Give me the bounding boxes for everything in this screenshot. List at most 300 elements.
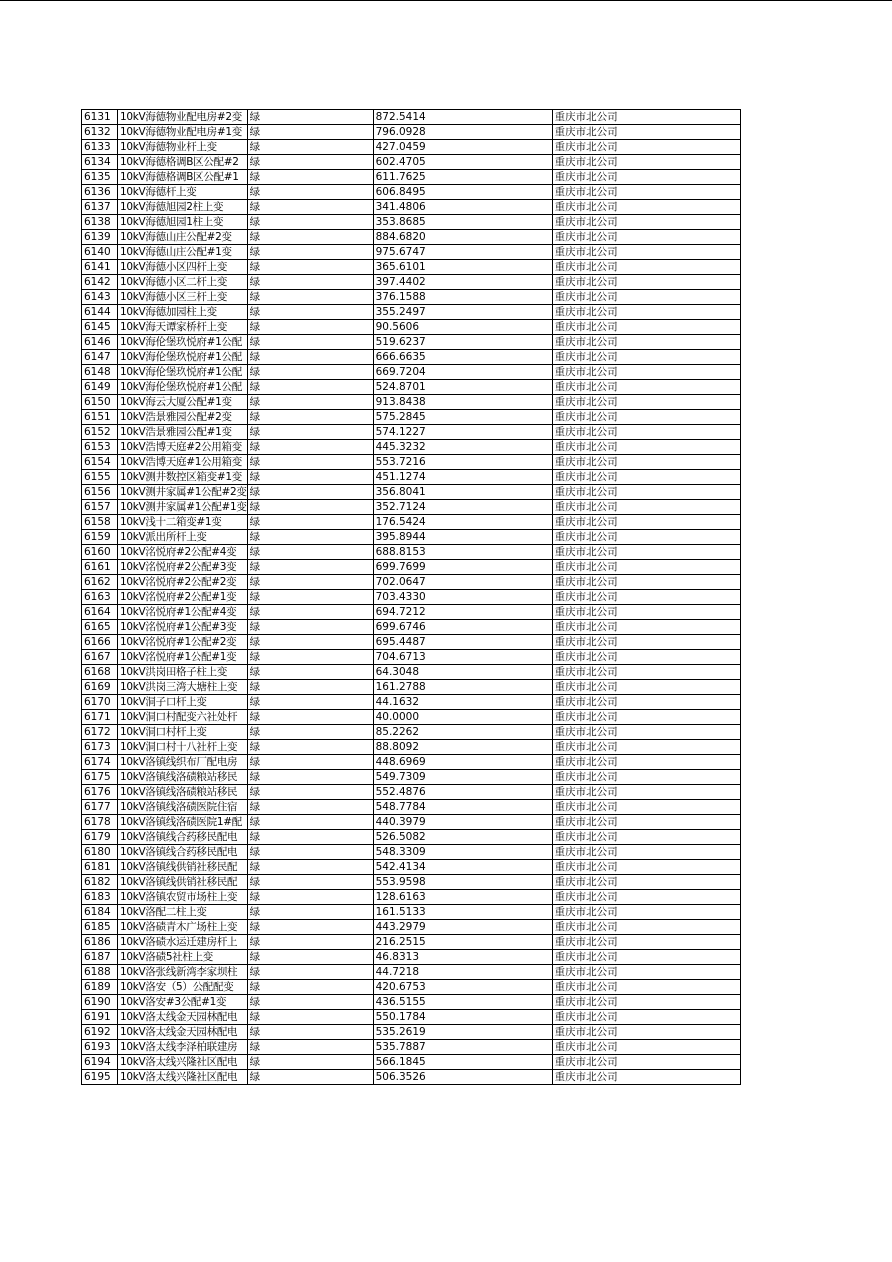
table-row [82,650,741,665]
row-id-cell: 6187 [82,950,118,965]
table-row [82,635,741,650]
status-color-cell: 绿 [247,320,373,335]
row-id-cell: 6145 [82,320,118,335]
table-row [82,485,741,500]
row-id-cell: 6135 [82,170,118,185]
company-cell: 重庆市北公司 [552,245,740,260]
status-color-cell: 绿 [247,1025,373,1040]
transformer-name-cell: 10kV浩博天庭#1公用箱变 [118,455,248,470]
status-color-cell: 绿 [247,980,373,995]
table-row [82,1040,741,1055]
table-row [82,845,741,860]
company-cell: 重庆市北公司 [552,485,740,500]
company-cell: 重庆市北公司 [552,155,740,170]
row-id-cell: 6182 [82,875,118,890]
transformer-name-cell: 10kV海德小区三杆上变 [118,290,248,305]
status-color-cell: 绿 [247,725,373,740]
row-id-cell: 6191 [82,1010,118,1025]
value-cell: 88.8092 [373,740,552,755]
company-cell: 重庆市北公司 [552,290,740,305]
transformer-name-cell: 10kV海德物业配电房#1变 [118,125,248,140]
table-row [82,680,741,695]
transformer-name-cell: 10kV海德物业配电房#2变 [118,110,248,125]
company-cell: 重庆市北公司 [552,965,740,980]
row-id-cell: 6193 [82,1040,118,1055]
table-row [82,440,741,455]
value-cell: 451.1274 [373,470,552,485]
company-cell: 重庆市北公司 [552,590,740,605]
row-id-cell: 6181 [82,860,118,875]
status-color-cell: 绿 [247,605,373,620]
row-id-cell: 6157 [82,500,118,515]
row-id-cell: 6180 [82,845,118,860]
value-cell: 427.0459 [373,140,552,155]
value-cell: 128.6163 [373,890,552,905]
transformer-name-cell: 10kV洛镇农贸市场柱上变 [118,890,248,905]
value-cell: 352.7124 [373,500,552,515]
status-color-cell: 绿 [247,185,373,200]
transformer-name-cell: 10kV海德山庄公配#2变 [118,230,248,245]
row-id-cell: 6139 [82,230,118,245]
transformer-name-cell: 10kV海伦堡玖悦府#1公配 [118,365,248,380]
row-id-cell: 6190 [82,995,118,1010]
status-color-cell: 绿 [247,290,373,305]
table-row [82,230,741,245]
row-id-cell: 6137 [82,200,118,215]
status-color-cell: 绿 [247,815,373,830]
transformer-name-cell: 10kV海德小区二杆上变 [118,275,248,290]
row-id-cell: 6144 [82,305,118,320]
company-cell: 重庆市北公司 [552,305,740,320]
value-cell: 395.8944 [373,530,552,545]
value-cell: 611.7625 [373,170,552,185]
transformer-name-cell: 10kV浅十二箱变#1变 [118,515,248,530]
status-color-cell: 绿 [247,530,373,545]
value-cell: 161.5133 [373,905,552,920]
transformer-name-cell: 10kV洛配二柱上变 [118,905,248,920]
value-cell: 40.0000 [373,710,552,725]
row-id-cell: 6169 [82,680,118,695]
company-cell: 重庆市北公司 [552,680,740,695]
row-id-cell: 6152 [82,425,118,440]
company-cell: 重庆市北公司 [552,185,740,200]
table-row [82,1055,741,1070]
transformer-name-cell: 10kV洪岗三湾大塘柱上变 [118,680,248,695]
value-cell: 353.8685 [373,215,552,230]
value-cell: 549.7309 [373,770,552,785]
company-cell: 重庆市北公司 [552,785,740,800]
status-color-cell: 绿 [247,230,373,245]
row-id-cell: 6179 [82,830,118,845]
value-cell: 535.7887 [373,1040,552,1055]
spreadsheet-table [81,109,741,1085]
value-cell: 699.7699 [373,560,552,575]
value-cell: 64.3048 [373,665,552,680]
status-color-cell: 绿 [247,1010,373,1025]
company-cell: 重庆市北公司 [552,1055,740,1070]
value-cell: 975.6747 [373,245,552,260]
table-row [82,860,741,875]
row-id-cell: 6136 [82,185,118,200]
status-color-cell: 绿 [247,920,373,935]
transformer-name-cell: 10kV洛张线新湾李家坝柱 [118,965,248,980]
status-color-cell: 绿 [247,860,373,875]
value-cell: 694.7212 [373,605,552,620]
company-cell: 重庆市北公司 [552,545,740,560]
value-cell: 699.6746 [373,620,552,635]
transformer-name-cell: 10kV洺悦府#2公配#3变 [118,560,248,575]
row-id-cell: 6185 [82,920,118,935]
table-row [82,350,741,365]
transformer-name-cell: 10kV海伦堡玖悦府#1公配 [118,380,248,395]
value-cell: 365.6101 [373,260,552,275]
transformer-name-cell: 10kV海云大厦公配#1变 [118,395,248,410]
row-id-cell: 6174 [82,755,118,770]
company-cell: 重庆市北公司 [552,440,740,455]
value-cell: 161.2788 [373,680,552,695]
value-cell: 526.5082 [373,830,552,845]
company-cell: 重庆市北公司 [552,755,740,770]
value-cell: 552.4876 [373,785,552,800]
value-cell: 176.5424 [373,515,552,530]
transformer-name-cell: 10kV洛碛青木广场柱上变 [118,920,248,935]
transformer-name-cell: 10kV洛太线兴隆社区配电 [118,1070,248,1085]
table-row [82,920,741,935]
row-id-cell: 6162 [82,575,118,590]
row-id-cell: 6171 [82,710,118,725]
transformer-name-cell: 10kV洛镇线洛碛粮站移民 [118,770,248,785]
transformer-name-cell: 10kV海伦堡玖悦府#1公配 [118,335,248,350]
company-cell: 重庆市北公司 [552,650,740,665]
status-color-cell: 绿 [247,695,373,710]
status-color-cell: 绿 [247,515,373,530]
company-cell: 重庆市北公司 [552,365,740,380]
row-id-cell: 6163 [82,590,118,605]
value-cell: 44.1632 [373,695,552,710]
table-row [82,875,741,890]
company-cell: 重庆市北公司 [552,830,740,845]
status-color-cell: 绿 [247,830,373,845]
company-cell: 重庆市北公司 [552,1010,740,1025]
status-color-cell: 绿 [247,710,373,725]
value-cell: 341.4806 [373,200,552,215]
value-cell: 704.6713 [373,650,552,665]
value-cell: 884.6820 [373,230,552,245]
company-cell: 重庆市北公司 [552,860,740,875]
company-cell: 重庆市北公司 [552,560,740,575]
table-row [82,890,741,905]
value-cell: 397.4402 [373,275,552,290]
row-id-cell: 6132 [82,125,118,140]
company-cell: 重庆市北公司 [552,500,740,515]
row-id-cell: 6133 [82,140,118,155]
transformer-name-cell: 10kV海德旭园2柱上变 [118,200,248,215]
table-row [82,995,741,1010]
status-color-cell: 绿 [247,350,373,365]
company-cell: 重庆市北公司 [552,710,740,725]
table-row [82,575,741,590]
row-id-cell: 6149 [82,380,118,395]
status-color-cell: 绿 [247,500,373,515]
row-id-cell: 6184 [82,905,118,920]
value-cell: 519.6237 [373,335,552,350]
company-cell: 重庆市北公司 [552,1040,740,1055]
value-cell: 445.3232 [373,440,552,455]
value-cell: 548.3309 [373,845,552,860]
status-color-cell: 绿 [247,620,373,635]
status-color-cell: 绿 [247,200,373,215]
company-cell: 重庆市北公司 [552,335,740,350]
transformer-name-cell: 10kV洛镇线合药移民配电 [118,830,248,845]
row-id-cell: 6159 [82,530,118,545]
status-color-cell: 绿 [247,545,373,560]
transformer-name-cell: 10kV海伦堡玖悦府#1公配 [118,350,248,365]
table-row [82,275,741,290]
value-cell: 566.1845 [373,1055,552,1070]
value-cell: 913.8438 [373,395,552,410]
transformer-name-cell: 10kV浩博天庭#2公用箱变 [118,440,248,455]
table-row [82,500,741,515]
company-cell: 重庆市北公司 [552,1025,740,1040]
status-color-cell: 绿 [247,965,373,980]
table-row [82,740,741,755]
transformer-name-cell: 10kV洞口村杆上变 [118,725,248,740]
table-row [82,155,741,170]
value-cell: 553.7216 [373,455,552,470]
table-body [82,110,741,1085]
status-color-cell: 绿 [247,890,373,905]
status-color-cell: 绿 [247,680,373,695]
table-row [82,110,741,125]
status-color-cell: 绿 [247,1070,373,1085]
value-cell: 575.2845 [373,410,552,425]
value-cell: 872.5414 [373,110,552,125]
table-row [82,755,741,770]
company-cell: 重庆市北公司 [552,950,740,965]
company-cell: 重庆市北公司 [552,980,740,995]
company-cell: 重庆市北公司 [552,905,740,920]
value-cell: 548.7784 [373,800,552,815]
company-cell: 重庆市北公司 [552,575,740,590]
row-id-cell: 6134 [82,155,118,170]
company-cell: 重庆市北公司 [552,515,740,530]
transformer-name-cell: 10kV派出所杆上变 [118,530,248,545]
status-color-cell: 绿 [247,365,373,380]
status-color-cell: 绿 [247,410,373,425]
table-row [82,455,741,470]
row-id-cell: 6194 [82,1055,118,1070]
status-color-cell: 绿 [247,305,373,320]
status-color-cell: 绿 [247,935,373,950]
company-cell: 重庆市北公司 [552,470,740,485]
status-color-cell: 绿 [247,1040,373,1055]
row-id-cell: 6140 [82,245,118,260]
transformer-name-cell: 10kV洞子口杆上变 [118,695,248,710]
value-cell: 602.4705 [373,155,552,170]
company-cell: 重庆市北公司 [552,935,740,950]
status-color-cell: 绿 [247,575,373,590]
table-row [82,905,741,920]
table-row [82,545,741,560]
company-cell: 重庆市北公司 [552,170,740,185]
transformer-name-cell: 10kV洺悦府#1公配#1变 [118,650,248,665]
value-cell: 46.8313 [373,950,552,965]
table-row [82,710,741,725]
row-id-cell: 6150 [82,395,118,410]
value-cell: 535.2619 [373,1025,552,1040]
value-cell: 688.8153 [373,545,552,560]
status-color-cell: 绿 [247,140,373,155]
row-id-cell: 6151 [82,410,118,425]
row-id-cell: 6148 [82,365,118,380]
company-cell: 重庆市北公司 [552,890,740,905]
transformer-name-cell: 10kV海德加园柱上变 [118,305,248,320]
status-color-cell: 绿 [247,755,373,770]
transformer-name-cell: 10kV浩景雅园公配#1变 [118,425,248,440]
row-id-cell: 6131 [82,110,118,125]
value-cell: 666.6635 [373,350,552,365]
company-cell: 重庆市北公司 [552,320,740,335]
table-row [82,305,741,320]
transformer-name-cell: 10kV浩景雅园公配#2变 [118,410,248,425]
company-cell: 重庆市北公司 [552,815,740,830]
table-row [82,560,741,575]
transformer-name-cell: 10kV洛安#3公配#1变 [118,995,248,1010]
status-color-cell: 绿 [247,905,373,920]
status-color-cell: 绿 [247,950,373,965]
value-cell: 542.4134 [373,860,552,875]
company-cell: 重庆市北公司 [552,770,740,785]
status-color-cell: 绿 [247,590,373,605]
row-id-cell: 6166 [82,635,118,650]
row-id-cell: 6156 [82,485,118,500]
table-row [82,410,741,425]
row-id-cell: 6158 [82,515,118,530]
table-row [82,515,741,530]
row-id-cell: 6186 [82,935,118,950]
transformer-name-cell: 10kV洛镇线洛碛医院1#配 [118,815,248,830]
company-cell: 重庆市北公司 [552,260,740,275]
transformer-name-cell: 10kV海德旭园1柱上变 [118,215,248,230]
transformer-name-cell: 10kV测井家属#1公配#1变 [118,500,248,515]
transformer-name-cell: 10kV洺悦府#1公配#3变 [118,620,248,635]
row-id-cell: 6192 [82,1025,118,1040]
status-color-cell: 绿 [247,275,373,290]
table-row [82,365,741,380]
table-row [82,590,741,605]
company-cell: 重庆市北公司 [552,875,740,890]
value-cell: 524.8701 [373,380,552,395]
status-color-cell: 绿 [247,740,373,755]
transformer-name-cell: 10kV洛碛水运迁建房杆上 [118,935,248,950]
row-id-cell: 6176 [82,785,118,800]
table-row [82,1025,741,1040]
transformer-name-cell: 10kV洺悦府#2公配#2变 [118,575,248,590]
transformer-name-cell: 10kV洛镇线洛碛医院住宿 [118,800,248,815]
transformer-name-cell: 10kV洞口村十八社杆上变 [118,740,248,755]
company-cell: 重庆市北公司 [552,605,740,620]
transformer-name-cell: 10kV海德山庄公配#1变 [118,245,248,260]
table-row [82,980,741,995]
row-id-cell: 6138 [82,215,118,230]
value-cell: 85.2262 [373,725,552,740]
table-row [82,1010,741,1025]
table-row [82,935,741,950]
transformer-name-cell: 10kV海德杆上变 [118,185,248,200]
company-cell: 重庆市北公司 [552,845,740,860]
status-color-cell: 绿 [247,395,373,410]
table-row [82,320,741,335]
value-cell: 669.7204 [373,365,552,380]
row-id-cell: 6147 [82,350,118,365]
value-cell: 702.0647 [373,575,552,590]
transformer-name-cell: 10kV洛太线金天园林配电 [118,1025,248,1040]
company-cell: 重庆市北公司 [552,740,740,755]
transformer-name-cell: 10kV洛镇线织布厂配电房 [118,755,248,770]
company-cell: 重庆市北公司 [552,410,740,425]
status-color-cell: 绿 [247,245,373,260]
row-id-cell: 6168 [82,665,118,680]
table-row [82,260,741,275]
transformer-name-cell: 10kV洛碛5社柱上变 [118,950,248,965]
table-row [82,200,741,215]
value-cell: 436.5155 [373,995,552,1010]
row-id-cell: 6173 [82,740,118,755]
status-color-cell: 绿 [247,125,373,140]
row-id-cell: 6164 [82,605,118,620]
status-color-cell: 绿 [247,1055,373,1070]
table-row [82,815,741,830]
table-row [82,725,741,740]
table-row [82,125,741,140]
row-id-cell: 6170 [82,695,118,710]
row-id-cell: 6155 [82,470,118,485]
table-row [82,425,741,440]
value-cell: 550.1784 [373,1010,552,1025]
transformer-name-cell: 10kV洛镇线洛碛粮站移民 [118,785,248,800]
status-color-cell: 绿 [247,110,373,125]
transformer-name-cell: 10kV洛太线兴隆社区配电 [118,1055,248,1070]
transformer-name-cell: 10kV洛太线李泽柏联建房 [118,1040,248,1055]
status-color-cell: 绿 [247,800,373,815]
status-color-cell: 绿 [247,785,373,800]
table-row [82,695,741,710]
company-cell: 重庆市北公司 [552,620,740,635]
transformer-name-cell: 10kV洺悦府#1公配#2变 [118,635,248,650]
company-cell: 重庆市北公司 [552,230,740,245]
table-row [82,185,741,200]
value-cell: 448.6969 [373,755,552,770]
value-cell: 376.1588 [373,290,552,305]
status-color-cell: 绿 [247,455,373,470]
table-row [82,380,741,395]
transformer-name-cell: 10kV洞口村配变六社处杆 [118,710,248,725]
transformer-name-cell: 10kV海德小区四杆上变 [118,260,248,275]
table-row [82,470,741,485]
table-row [82,605,741,620]
transformer-name-cell: 10kV海天谭家桥杆上变 [118,320,248,335]
row-id-cell: 6195 [82,1070,118,1085]
status-color-cell: 绿 [247,770,373,785]
value-cell: 420.6753 [373,980,552,995]
page-top-border [0,0,892,1]
status-color-cell: 绿 [247,635,373,650]
company-cell: 重庆市北公司 [552,425,740,440]
company-cell: 重庆市北公司 [552,140,740,155]
value-cell: 443.2979 [373,920,552,935]
row-id-cell: 6178 [82,815,118,830]
transformer-name-cell: 10kV洛太线金天园林配电 [118,1010,248,1025]
